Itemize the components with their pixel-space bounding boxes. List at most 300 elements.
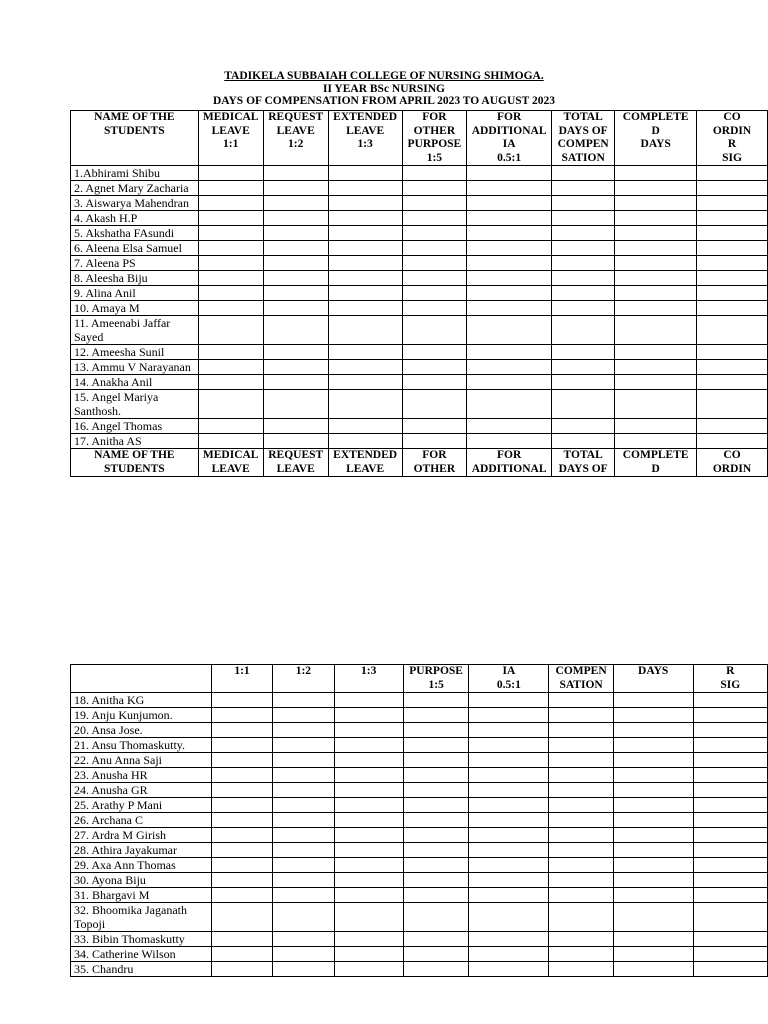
empty-cell: [693, 873, 767, 888]
empty-cell: [263, 419, 328, 434]
empty-cell: [263, 316, 328, 345]
empty-cell: [273, 738, 334, 753]
student-name: 18. Anitha KG: [71, 693, 212, 708]
headers-cell: [71, 111, 199, 166]
empty-cell: [697, 181, 768, 196]
empty-cell: [402, 181, 467, 196]
empty-cell: [198, 196, 263, 211]
headers-cell: [198, 111, 263, 166]
headers-cell: [402, 111, 467, 166]
empty-cell: [613, 693, 693, 708]
empty-cell: [403, 873, 468, 888]
header-line: DAYS OF: [558, 124, 608, 137]
empty-cell: [211, 903, 272, 932]
empty-cell: [328, 226, 402, 241]
header-line: 1:1: [223, 138, 239, 150]
empty-cell: [613, 843, 693, 858]
empty-cell: [198, 375, 263, 390]
empty-cell: [552, 286, 615, 301]
empty-cell: [403, 932, 468, 947]
empty-cell: [328, 256, 402, 271]
empty-cell: [697, 256, 768, 271]
empty-cell: [402, 211, 467, 226]
empty-cell: [549, 858, 613, 873]
empty-cell: [469, 783, 549, 798]
table-row: [71, 723, 768, 738]
empty-cell: [273, 843, 334, 858]
empty-cell: [469, 708, 549, 723]
continued-header-cell: [693, 665, 767, 693]
empty-cell: [693, 903, 767, 932]
empty-cell: [263, 166, 328, 181]
empty-cell: [467, 434, 552, 449]
empty-cell: [402, 390, 467, 419]
empty-cell: [615, 375, 697, 390]
repeat-header-cell: [263, 449, 328, 477]
empty-cell: [328, 375, 402, 390]
empty-cell: [552, 375, 615, 390]
college-title: TADIKELA SUBBAIAH COLLEGE OF NURSING SHIMOGA.: [224, 70, 544, 82]
empty-cell: [403, 903, 468, 932]
empty-cell: [328, 419, 402, 434]
empty-cell: [403, 783, 468, 798]
empty-cell: [198, 226, 263, 241]
header-line: REQUEST: [268, 111, 324, 123]
student-rows-page-1: [71, 166, 768, 449]
empty-cell: [403, 947, 468, 962]
empty-cell: [613, 962, 693, 977]
empty-cell: [697, 241, 768, 256]
empty-cell: [549, 768, 613, 783]
empty-cell: [402, 345, 467, 360]
empty-cell: [552, 241, 615, 256]
empty-cell: [549, 843, 613, 858]
table-row: [71, 211, 768, 226]
empty-cell: [198, 271, 263, 286]
continued-header-cell: [613, 665, 693, 693]
empty-cell: [693, 753, 767, 768]
empty-cell: [697, 375, 768, 390]
empty-cell: [552, 390, 615, 419]
empty-cell: [467, 419, 552, 434]
repeat-header-cell: [552, 449, 615, 477]
student-name: 17. Anitha AS: [71, 434, 199, 449]
empty-cell: [693, 843, 767, 858]
empty-cell: [613, 932, 693, 947]
empty-cell: [328, 286, 402, 301]
empty-cell: [263, 271, 328, 286]
empty-cell: [469, 932, 549, 947]
student-name: 13. Ammu V Narayanan: [71, 360, 199, 375]
empty-cell: [263, 286, 328, 301]
header-line: EXTENDED: [333, 111, 398, 123]
header-line: ORDIN: [712, 462, 752, 475]
empty-cell: [549, 873, 613, 888]
empty-cell: [273, 873, 334, 888]
empty-cell: [549, 903, 613, 932]
year-title: II YEAR BSc NURSING: [323, 82, 445, 95]
empty-cell: [403, 828, 468, 843]
empty-cell: [198, 434, 263, 449]
student-name: 21. Ansu Thomaskutty.: [71, 738, 212, 753]
empty-cell: [328, 181, 402, 196]
header-line: LEAVE: [211, 124, 250, 137]
empty-cell: [615, 301, 697, 316]
empty-cell: [334, 723, 403, 738]
header-line: R: [727, 138, 737, 150]
table-row: [71, 241, 768, 256]
table-row: [71, 166, 768, 181]
header-line: ADDITIONAL: [471, 462, 547, 475]
headers-cell: [697, 111, 768, 166]
student-name: 28. Athira Jayakumar: [71, 843, 212, 858]
table-row: [71, 256, 768, 271]
table-row: [71, 360, 768, 375]
empty-cell: [467, 211, 552, 226]
empty-cell: [198, 286, 263, 301]
empty-cell: [469, 843, 549, 858]
table-row: [71, 947, 768, 962]
empty-cell: [263, 196, 328, 211]
empty-cell: [402, 166, 467, 181]
header-line: PURPOSE: [407, 138, 462, 150]
empty-cell: [402, 301, 467, 316]
empty-cell: [613, 708, 693, 723]
student-name: 9. Alina Anil: [71, 286, 199, 301]
empty-cell: [613, 813, 693, 828]
empty-cell: [211, 768, 272, 783]
empty-cell: [693, 932, 767, 947]
empty-cell: [552, 316, 615, 345]
empty-cell: [697, 226, 768, 241]
empty-cell: [549, 783, 613, 798]
student-name: 8. Aleesha Biju: [71, 271, 199, 286]
empty-cell: [334, 828, 403, 843]
empty-cell: [334, 962, 403, 977]
empty-cell: [693, 947, 767, 962]
empty-cell: [198, 419, 263, 434]
empty-cell: [467, 360, 552, 375]
empty-cell: [693, 738, 767, 753]
empty-cell: [469, 962, 549, 977]
header-line: FOR: [496, 449, 522, 461]
empty-cell: [402, 226, 467, 241]
compensation-table-page-2: [70, 664, 768, 977]
empty-cell: [469, 753, 549, 768]
empty-cell: [211, 962, 272, 977]
empty-cell: [467, 390, 552, 419]
student-name: 22. Anu Anna Saji: [71, 753, 212, 768]
empty-cell: [615, 434, 697, 449]
empty-cell: [198, 316, 263, 345]
empty-cell: [328, 166, 402, 181]
student-name: 3. Aiswarya Mahendran: [71, 196, 199, 211]
empty-cell: [334, 932, 403, 947]
repeat-header-cell: [71, 449, 199, 477]
table-row: [71, 286, 768, 301]
table-row: [71, 316, 768, 345]
header-line: DAYS: [638, 665, 669, 677]
header-line: COMPLETE: [622, 111, 689, 123]
header-row: [71, 111, 768, 166]
header-line: D: [651, 124, 660, 137]
empty-cell: [615, 345, 697, 360]
empty-cell: [549, 962, 613, 977]
empty-cell: [263, 241, 328, 256]
empty-cell: [402, 256, 467, 271]
repeat-header-cell: [328, 449, 402, 477]
empty-cell: [469, 873, 549, 888]
empty-cell: [697, 419, 768, 434]
empty-cell: [693, 828, 767, 843]
empty-cell: [334, 843, 403, 858]
header-line: DAYS OF: [558, 462, 608, 475]
empty-cell: [693, 888, 767, 903]
empty-cell: [334, 813, 403, 828]
empty-cell: [615, 390, 697, 419]
empty-cell: [402, 360, 467, 375]
empty-cell: [615, 226, 697, 241]
empty-cell: [273, 858, 334, 873]
empty-cell: [697, 316, 768, 345]
empty-cell: [549, 888, 613, 903]
empty-cell: [328, 271, 402, 286]
empty-cell: [211, 888, 272, 903]
student-name: 27. Ardra M Girish: [71, 828, 212, 843]
empty-cell: [402, 271, 467, 286]
empty-cell: [198, 360, 263, 375]
header-line: MEDICAL: [202, 111, 259, 123]
header-line: IA: [502, 138, 516, 150]
table-row: [71, 888, 768, 903]
empty-cell: [615, 419, 697, 434]
header-line: NAME OF THE: [94, 111, 175, 123]
table-row: [71, 345, 768, 360]
empty-cell: [693, 813, 767, 828]
empty-cell: [263, 390, 328, 419]
table-row: [71, 708, 768, 723]
empty-cell: [403, 708, 468, 723]
header-line: STUDENTS: [103, 124, 165, 137]
continued-header-row: [71, 665, 768, 693]
empty-cell: [549, 753, 613, 768]
empty-cell: [549, 932, 613, 947]
empty-cell: [402, 375, 467, 390]
header-line: TOTAL: [563, 111, 603, 123]
header-line: LEAVE: [346, 124, 385, 137]
empty-cell: [615, 211, 697, 226]
empty-cell: [467, 286, 552, 301]
empty-cell: [403, 888, 468, 903]
empty-cell: [613, 723, 693, 738]
empty-cell: [273, 828, 334, 843]
headers-cell: [615, 111, 697, 166]
empty-cell: [615, 360, 697, 375]
student-name: 30. Ayona Biju: [71, 873, 212, 888]
header-line: SIG: [722, 151, 742, 164]
empty-cell: [697, 301, 768, 316]
empty-cell: [403, 962, 468, 977]
header-line: 0.5:1: [496, 678, 521, 691]
empty-cell: [613, 753, 693, 768]
table-row: [71, 798, 768, 813]
empty-cell: [211, 858, 272, 873]
empty-cell: [697, 211, 768, 226]
headers-cell: [328, 111, 402, 166]
student-name: 26. Archana C: [71, 813, 212, 828]
student-name: 2. Agnet Mary Zacharia: [71, 181, 199, 196]
header-line: ORDIN: [712, 124, 752, 137]
empty-cell: [693, 798, 767, 813]
empty-cell: [469, 768, 549, 783]
student-name: 23. Anusha HR: [71, 768, 212, 783]
empty-cell: [697, 390, 768, 419]
empty-cell: [615, 286, 697, 301]
empty-cell: [697, 434, 768, 449]
header-line: COMPLETE: [622, 449, 689, 461]
header-line: FOR: [422, 449, 447, 461]
repeat-header-group: [71, 449, 768, 477]
empty-cell: [403, 693, 468, 708]
empty-cell: [552, 166, 615, 181]
empty-cell: [693, 693, 767, 708]
continued-header-cell: [403, 665, 468, 693]
table-row: [71, 196, 768, 211]
empty-cell: [467, 271, 552, 286]
repeat-header-cell: [697, 449, 768, 477]
empty-cell: [211, 693, 272, 708]
compensation-table-page-1: [70, 110, 768, 477]
header-line: OTHER: [413, 124, 456, 137]
period-title: DAYS OF COMPENSATION FROM APRIL 2023 TO AUGUST 2023: [212, 95, 556, 107]
student-name: 20. Ansa Jose.: [71, 723, 212, 738]
empty-cell: [697, 166, 768, 181]
empty-cell: [613, 873, 693, 888]
header-line: FOR: [422, 111, 447, 123]
empty-cell: [328, 360, 402, 375]
header-line: R: [726, 665, 735, 677]
empty-cell: [613, 828, 693, 843]
student-name: 25. Arathy P Mani: [71, 798, 212, 813]
table-row: [71, 768, 768, 783]
empty-cell: [615, 271, 697, 286]
empty-cell: [552, 226, 615, 241]
empty-cell: [198, 241, 263, 256]
header-line: TOTAL: [563, 449, 603, 461]
empty-cell: [328, 434, 402, 449]
empty-cell: [273, 903, 334, 932]
empty-cell: [198, 301, 263, 316]
empty-cell: [697, 196, 768, 211]
empty-cell: [263, 434, 328, 449]
empty-cell: [467, 301, 552, 316]
header-line: DAYS: [640, 138, 671, 150]
empty-cell: [273, 753, 334, 768]
empty-cell: [549, 947, 613, 962]
student-name: 5. Akshatha FAsundi: [71, 226, 199, 241]
empty-cell: [552, 419, 615, 434]
header-line: 1:2: [295, 665, 312, 677]
table-row: [71, 932, 768, 947]
empty-cell: [263, 226, 328, 241]
header-line: CO: [723, 449, 741, 461]
continued-header-cell: [334, 665, 403, 693]
empty-cell: [402, 419, 467, 434]
student-name: 34. Catherine Wilson: [71, 947, 212, 962]
table-row: [71, 753, 768, 768]
empty-cell: [613, 858, 693, 873]
empty-cell: [467, 256, 552, 271]
header-line: SATION: [561, 151, 605, 164]
header-line: LEAVE: [346, 462, 385, 475]
empty-cell: [613, 783, 693, 798]
header-line: EXTENDED: [333, 449, 398, 461]
empty-cell: [198, 211, 263, 226]
empty-cell: [273, 768, 334, 783]
empty-cell: [469, 723, 549, 738]
header-line: OTHER: [413, 462, 456, 475]
empty-cell: [469, 858, 549, 873]
empty-cell: [697, 271, 768, 286]
empty-cell: [334, 753, 403, 768]
empty-cell: [198, 345, 263, 360]
empty-cell: [211, 783, 272, 798]
table-row: [71, 181, 768, 196]
empty-cell: [613, 798, 693, 813]
table-row: [71, 962, 768, 977]
empty-cell: [198, 256, 263, 271]
empty-cell: [552, 256, 615, 271]
header-line: 1:1: [234, 665, 250, 677]
empty-cell: [334, 738, 403, 753]
table-row: [71, 419, 768, 434]
empty-cell: [273, 813, 334, 828]
header-line: PURPOSE: [409, 665, 463, 677]
empty-cell: [263, 256, 328, 271]
header-line: LEAVE: [211, 462, 250, 475]
continued-header-cell: [71, 665, 212, 693]
student-name: 35. Chandru: [71, 962, 212, 977]
continued-header-cell: [211, 665, 272, 693]
empty-cell: [467, 241, 552, 256]
student-name: 7. Aleena PS: [71, 256, 199, 271]
empty-cell: [263, 301, 328, 316]
header-line: 1:3: [357, 138, 373, 150]
empty-cell: [211, 708, 272, 723]
empty-cell: [402, 316, 467, 345]
empty-cell: [211, 843, 272, 858]
empty-cell: [615, 166, 697, 181]
empty-cell: [403, 753, 468, 768]
empty-cell: [469, 693, 549, 708]
repeat-header-cell: [198, 449, 263, 477]
table-row: [71, 843, 768, 858]
empty-cell: [469, 903, 549, 932]
table-row: [71, 903, 768, 932]
student-name: 32. Bhoomika Jaganath Topoji: [71, 903, 212, 932]
empty-cell: [693, 723, 767, 738]
empty-cell: [211, 798, 272, 813]
empty-cell: [469, 828, 549, 843]
empty-cell: [552, 196, 615, 211]
repeat-header-cell: [402, 449, 467, 477]
table-row: [71, 271, 768, 286]
empty-cell: [467, 181, 552, 196]
empty-cell: [552, 271, 615, 286]
header-line: IA: [502, 665, 516, 677]
empty-cell: [552, 301, 615, 316]
empty-cell: [403, 858, 468, 873]
